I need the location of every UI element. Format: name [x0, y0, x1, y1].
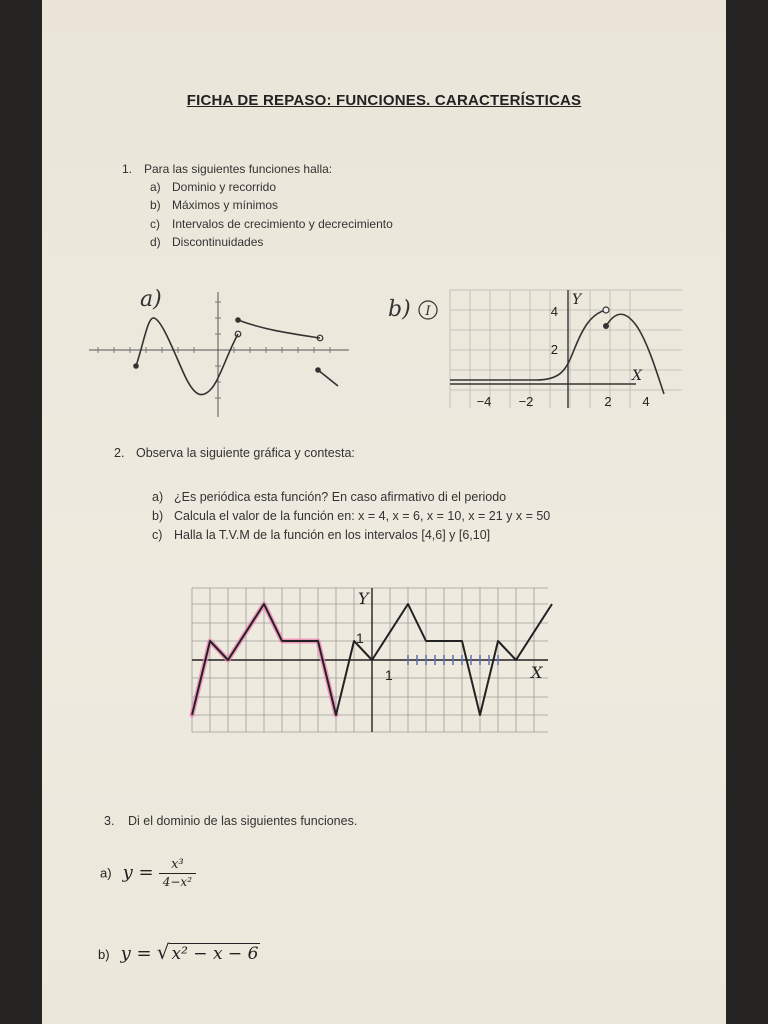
- graph-b-y-tick-2: 4: [550, 304, 558, 319]
- graph-a-curve: [136, 318, 238, 395]
- graph-b-tag: I: [425, 304, 431, 319]
- graph-b-x-tick-1: −4: [476, 394, 492, 409]
- q1-item-a: [150, 180, 276, 194]
- q2-item-c: [152, 528, 490, 542]
- q1-item-c: [150, 217, 393, 231]
- q1-number: 1.: [122, 162, 133, 176]
- graph-a-segment-point: [315, 367, 321, 373]
- formula-b-radical-sign: √: [156, 940, 170, 964]
- formula-b-lhs: y =: [120, 943, 152, 964]
- formula-a-numerator: x³: [171, 857, 184, 872]
- graph-b-curve-left: [450, 310, 606, 380]
- q1-item-c-text: Intervalos de crecimiento y decrecimiento: [172, 217, 393, 231]
- q1-item-d-label: d): [150, 235, 161, 249]
- graph-a: [84, 282, 364, 422]
- q2-item-c-text: Halla la T.V.M de la función en los intervalos [4,6] y [6,10]: [174, 528, 491, 542]
- q1-text: Para las siguientes funciones halla:: [144, 162, 333, 176]
- formula-a-denominator: 4−x²: [159, 873, 196, 889]
- q1-item-b: [150, 198, 278, 212]
- q1-item-c-label: c): [150, 217, 160, 231]
- q2-text: Observa la siguiente gráfica y contesta:: [136, 446, 355, 460]
- graph-b-closed-point: [603, 323, 609, 329]
- q3-number: 3.: [104, 814, 115, 828]
- graph-a-label: a): [140, 287, 162, 312]
- q2-item-b: [152, 509, 550, 523]
- formula-b-label: b): [98, 947, 110, 962]
- graph-b-x-axis-label: X: [632, 368, 642, 384]
- q2-number: 2.: [114, 446, 125, 460]
- graph-q2-y-tick: 1: [356, 630, 364, 646]
- formula-a: [100, 857, 196, 889]
- graph-b: [386, 280, 648, 415]
- graph-b-y-tick-1: 2: [550, 342, 558, 357]
- q2-item-a-text: ¿Es periódica esta función? En caso afirmativo di el periodo: [174, 490, 507, 504]
- q1-item-d-text: Discontinuidades: [172, 235, 264, 249]
- q2-item-b-text: Calcula el valor de la función en: x = 4, x = 6, x = 10, x = 21 y x = 50: [174, 509, 551, 523]
- graph-a-segment: [318, 370, 338, 386]
- formula-b: [98, 940, 260, 964]
- graph-q2-x-axis-label: X: [531, 663, 543, 682]
- q1-item-a-text: Dominio y recorrido: [172, 180, 277, 194]
- graph-b-label: b): [388, 297, 411, 322]
- graph-q2-axes: [192, 588, 548, 732]
- graph-b-x-tick-4: 4: [642, 394, 650, 409]
- q2-item-a-label: a): [152, 490, 164, 504]
- q1-item-b-text: Máximos y mínimos: [172, 198, 279, 212]
- graph-q2-y-axis-label: Y: [358, 589, 369, 608]
- q1-item-b-label: b): [150, 198, 161, 212]
- formula-a-lhs: y =: [122, 861, 154, 883]
- q3-text: Di el dominio de las siguientes funciones.: [128, 814, 358, 828]
- q1-item-d: [150, 235, 263, 249]
- graph-b-x-tick-2: −2: [518, 394, 534, 409]
- q2-item-b-label: b): [152, 509, 164, 523]
- graph-a-curve-right: [238, 320, 320, 338]
- worksheet-page: [42, 0, 726, 1024]
- formula-b-radicand: x² − x − 6: [171, 944, 259, 964]
- graph-a-closed-point: [235, 317, 241, 323]
- q2-item-a: [152, 490, 506, 504]
- graph-a-start-point: [133, 363, 139, 369]
- page-title: FICHA DE REPASO: FUNCIONES. CARACTERÍSTICAS: [186, 92, 582, 109]
- graph-b-x-tick-3: 2: [604, 394, 612, 409]
- graph-b-y-axis-label: Y: [572, 292, 582, 308]
- graph-q2-x-tick: 1: [385, 667, 393, 683]
- q2-item-c-label: c): [152, 528, 163, 542]
- graph-b-open-point: [603, 307, 609, 313]
- graph-q2: [190, 586, 550, 736]
- formula-a-label: a): [100, 865, 112, 881]
- q1-item-a-label: a): [150, 180, 161, 194]
- formula-a-fraction: [159, 857, 196, 889]
